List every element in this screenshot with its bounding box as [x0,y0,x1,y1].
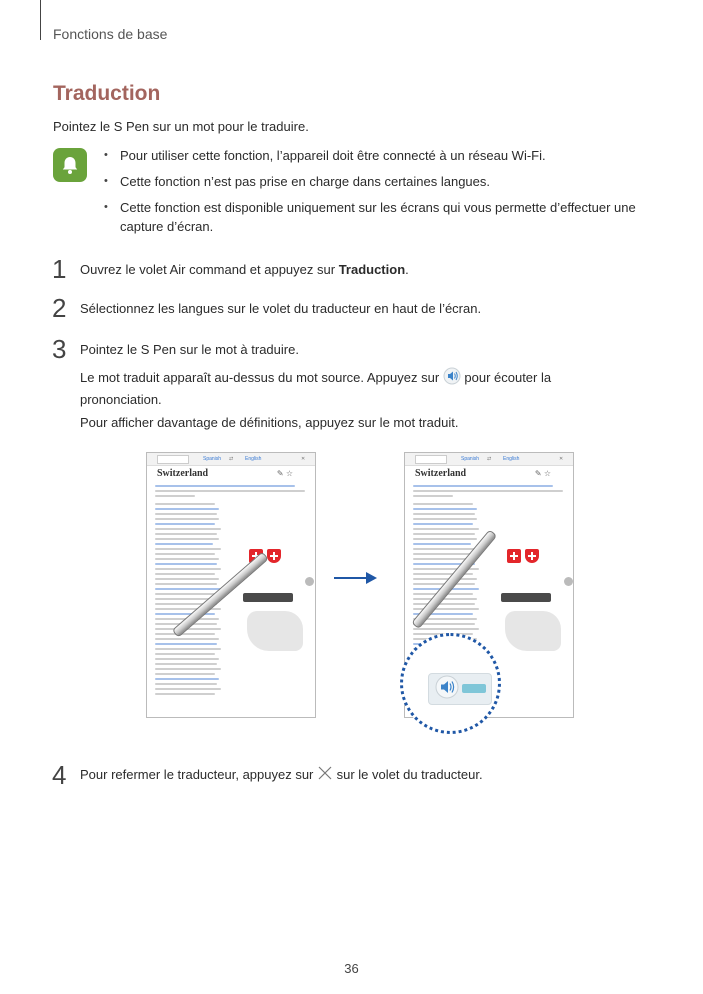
screenshot-before [146,452,316,718]
article-title: Switzerland [157,468,209,479]
section-header: Fonctions de base [53,26,168,42]
step-1-text-post: . [405,262,409,277]
coat-of-arms-icon [267,549,281,563]
step-4-text-post: sur le volet du traducteur. [333,767,483,782]
article-text [155,485,315,698]
step-4-text [80,765,483,786]
note-item: • Cette fonction n’est pas prise en charge dans certaines langues. [104,172,644,191]
step-4-text-pre: Pour refermer le traducteur, appuyez sur [80,767,318,782]
close-icon: ✕ [559,456,564,462]
flag-icon [507,549,521,563]
map-image [247,611,303,651]
step-3-text: Pointez le S Pen sur le mot à traduire. [80,342,299,357]
map-image [505,611,561,651]
audio-bar [501,593,551,602]
source-language: Spanish [461,456,480,462]
bell-icon [53,148,87,182]
edge-handle [564,577,573,586]
source-language: Spanish [203,456,222,462]
step-2-text: Sélectionnez les langues sur le volet du traducteur en haut de l’écran. [80,301,482,316]
speaker-icon[interactable] [434,674,460,703]
para-pre: Le mot traduit apparaît au-dessus du mot source. Appuyez sur [80,369,443,385]
coat-of-arms-icon [525,549,539,563]
intro-text: Pointez le S Pen sur un mot pour le traduire. [53,119,309,134]
notes-list [104,146,644,243]
step-1-text-pre: Ouvrez le volet Air command et appuyez sur [80,262,339,277]
page-title: Traduction [53,82,161,105]
edge-handle [305,577,314,586]
step-number: 3 [52,334,67,364]
translated-word[interactable] [462,684,486,693]
speaker-icon [443,367,461,390]
target-language: English [503,456,520,462]
header-rule [40,0,41,40]
translator-panel [147,453,315,466]
note-item: • Cette fonction est disponible uniquement sur les écrans qui vous permette d’effectuer une capture d’écran. [104,198,644,236]
right-arrow-icon [334,571,378,588]
step-number: 2 [52,293,67,323]
note-item: • Pour utiliser cette fonction, l’appareil doit être connecté à un réseau Wi-Fi. [104,146,644,165]
article-title: Switzerland [415,468,467,479]
step-3-paragraph [80,367,600,409]
step-number: 4 [52,760,67,790]
page-number: 36 [344,961,359,976]
edit-star-icons: ✎ ☆ [534,469,551,478]
translator-panel [405,453,573,466]
audio-bar [243,593,293,602]
target-language: English [245,456,262,462]
step-1-bold: Traduction [338,262,406,277]
swap-arrow-icon: ⇄ [487,456,492,462]
step-3-paragraph-2: Pour afficher davantage de définitions, appuyez sur le mot traduit. [80,415,459,430]
swap-arrow-icon: ⇄ [229,456,234,462]
para-post: pour écouter la prononciation. [80,369,552,407]
search-box [157,455,189,464]
step-1-text [80,260,409,279]
close-icon: ✕ [301,456,306,462]
close-icon [317,765,333,786]
edit-star-icons: ✎ ☆ [276,469,293,478]
step-number: 1 [52,254,67,284]
search-box [415,455,447,464]
